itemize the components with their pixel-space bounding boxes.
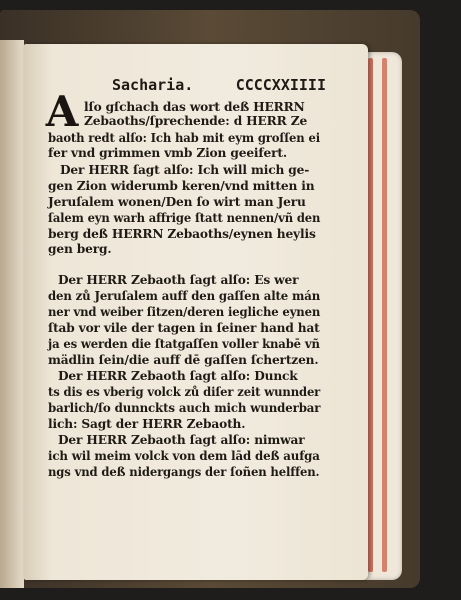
text-line: mädlin ſein/die auff dē gaſſen ſchertzen. [48,353,319,367]
text-line: lſo gſchach das wort deß HERRN [84,100,305,114]
text-line: ſalem eyn warh affrige ſtatt nennen/vñ den [48,211,321,225]
text-line: ngs vnd deß nidergangs der ſoñen helffen. [48,465,320,479]
text-line: ich wil meim volck von dem lād deß aufga [48,449,320,463]
folio-number: CCCCXXIIII [235,76,326,94]
text-line: Jeruſalem wonen/Den ſo wirt man Jeru [48,195,306,209]
text-line: Der HERR Zebaoth ſagt alſo: Es wer [58,273,299,287]
text-line: den zů Jeruſalem auff den gaſſen alte mán [48,289,321,303]
text-line: Der HERR Zebaoth ſagt alſo: nimwar [58,433,305,447]
text-line: ner vnd weiber ſitzen/deren iegliche eynen [48,305,321,319]
red-page-edge [382,58,387,572]
text-line: Zebaoths/ſprechende: d HERR Ze [84,114,308,128]
text-line: Der HERR ſagt alſo: Ich will mich ge- [60,163,310,177]
text-line: ſtab vor vile der tagen in ſeiner hand hat [48,321,320,335]
text-line: ja es werden die ſtatgaſſen voller knabē vñ [48,337,320,351]
page-header [112,76,326,94]
text-line: ts dis es vberig volck zů diſer zeit wunnder [48,385,321,399]
red-page-edge [368,58,373,572]
text-line: Der HERR Zebaoth ſagt alſo: Dunck [58,369,298,383]
text-line: gen berg. [48,242,112,256]
text-line: baoth redt alſo: Ich hab mit eym groſſen ei [48,131,320,145]
running-title: Sacharia. [112,76,194,94]
text-line: barlich/ſo dunnckts auch mich wunderbar [48,401,321,415]
text-line: fer vnd grimmen vmb Zion geeifert. [48,146,287,160]
text-line: lich: Sagt der HERR Zebaoth. [48,417,246,431]
left-page-edge [0,40,24,588]
drop-cap: A [45,87,79,136]
text-line: gen Zion widerumb keren/vnd mitten in [48,179,315,193]
text-line: berg deß HERRN Zebaoths/eynen heylis [48,227,316,241]
